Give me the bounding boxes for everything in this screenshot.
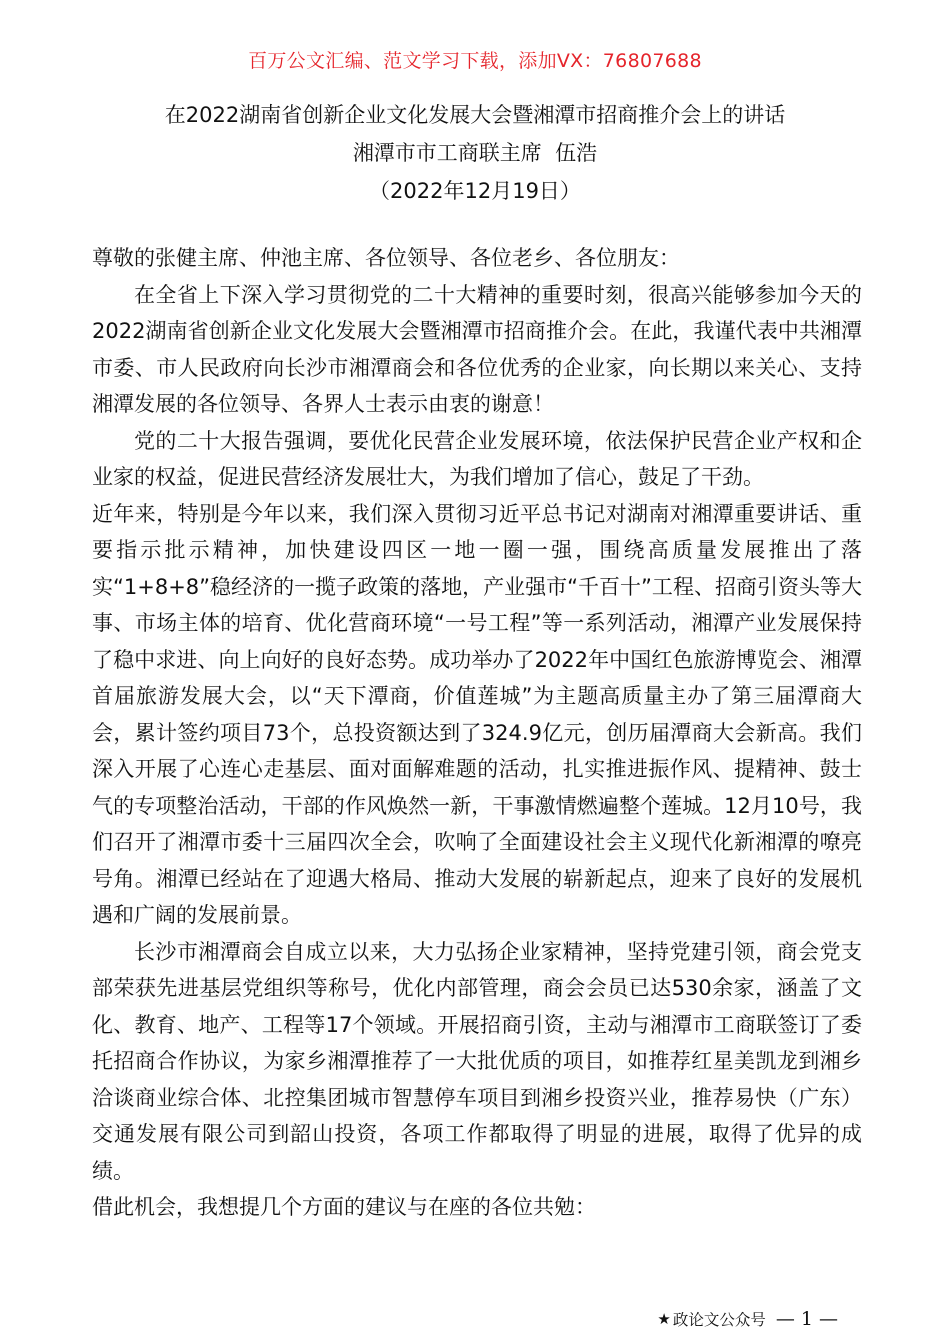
page-footer [657,1308,838,1330]
paragraph-1: 在全省上下深入学习贯彻党的二十大精神的重要时刻，很高兴能够参加今天的2022湖南省创新企业文化发展大会暨湘潭市招商推介会。在此，我谨代表中共湘潭市委、市人民政府向长沙市湘潭商会和各位优秀的企业家，向长期以来关心、支持湘潭发展的各位领导、各界人士表示由衷的谢意！ [92,282,862,416]
title-block [0,96,950,210]
paragraph-3: 近年来，特别是今年以来，我们深入贯彻习近平总书记对湖南对湘潭重要讲话、重要指示批示精神，加快建设四区一地一圈一强，围绕高质量发展推出了落实“1+8+8”稳经济的一揽子政策的落地，产业强市“千百十”工程、招商引资头等大事、市场主体的培育、优化营商环境“一号工程”等一系列活动，湘潭产业发展保持了稳中求进、向上向好的良好态势。成功举办了2022年中国红色旅游博览会、湘潭首届旅游发展大会，以“天下潭商，价值莲城”为主题高质量主办了第三届潭商大会，累计签约项目73个，总投资额达到了324.9亿元，创历届潭商大会新高。我们深入开展了心连心走基层、面对面解难题的活动，扎实推进振作风、提精神、鼓士气的专项整治活动，干部的作风焕然一新，干事激情燃遍整个莲城。12月10号，我们召开了湘潭市委十三届四次全会，吹响了全面建设社会主义现代化新湘潭的嘹亮号角。湘潭已经站在了迎遇大格局、推动大发展的崭新起点，迎来了良好的发展机遇和广阔的发展前景。 [92,501,862,927]
footer-source: 政论文公众号 [672,1311,766,1329]
speech-body [92,240,862,1226]
salutation: 尊敬的张健主席、仲池主席、各位领导、各位老乡、各位朋友： [92,246,680,270]
closing-line: 借此机会，我想提几个方面的建议与在座的各位共勉： [92,1195,596,1219]
watermark-banner: 百万公文汇编、范文学习下载，添加VX：76807688 [248,50,702,72]
paragraph-4: 长沙市湘潭商会自成立以来，大力弘扬企业家精神，坚持党建引领，商会党支部荣获先进基层党组织等称号，优化内部管理，商会会员已达530余家，涵盖了文化、教育、地产、工程等17个领域。开展招商引资，主动与湘潭市工商联签订了委托招商合作协议，为家乡湘潭推荐了一大批优质的项目，如推荐红星美凯龙到湘乡洽谈商业综合体、北控集团城市智慧停车项目到湘乡投资兴业，推荐易快（广东）交通发展有限公司到韶山投资，各项工作都取得了明显的进展，取得了优异的成绩。 [92,939,862,1183]
speech-title: 在2022湖南省创新企业文化发展大会暨湘潭市招商推介会上的讲话 [164,103,786,127]
speech-date: （2022年12月19日） [369,179,581,203]
paragraph-2: 党的二十大报告强调，要优化民营企业发展环境，依法保护民营企业产权和企业家的权益，促进民营经济发展壮大，为我们增加了信心，鼓足了干劲。 [92,428,862,489]
page-number: — 1 — [775,1308,838,1330]
speaker-line: 湘潭市市工商联主席 伍浩 [352,141,598,165]
star-icon: ★ [657,1310,671,1328]
